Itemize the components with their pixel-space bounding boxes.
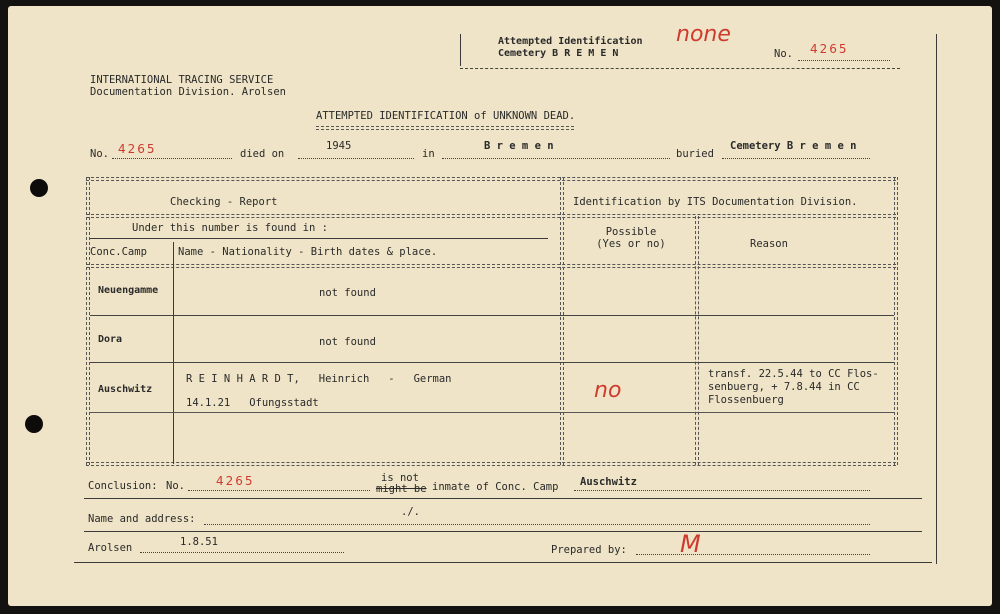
row-camp: Dora bbox=[98, 334, 123, 345]
header-cemetery: Cemetery B R E M E N bbox=[498, 48, 619, 59]
handwritten-none: none bbox=[676, 22, 731, 47]
under-number-label: Under this number is found in : bbox=[132, 222, 328, 234]
footer-prepared-dots bbox=[636, 554, 870, 555]
record-buried-value: Cemetery B r e m e n bbox=[730, 140, 857, 152]
conclusion-no-label: No. bbox=[166, 480, 185, 492]
header-attempted-identification: Attempted Identification bbox=[498, 36, 643, 47]
row-name-line2: 14.1.21 Ofungsstadt bbox=[186, 397, 319, 409]
record-died-value: 1945 bbox=[326, 140, 352, 152]
table-top-border bbox=[86, 177, 896, 181]
name-address-dots bbox=[204, 524, 870, 525]
header-box-bottom-border bbox=[460, 68, 900, 69]
table-bottom-border bbox=[86, 462, 896, 466]
punch-hole-bottom bbox=[25, 415, 43, 433]
conclusion-rule bbox=[84, 498, 922, 499]
row-possible-handwritten: no bbox=[594, 378, 622, 403]
camp-column-divider bbox=[173, 242, 174, 464]
conclusion-label: Conclusion: bbox=[88, 480, 158, 492]
conclusion-no-dots bbox=[188, 490, 370, 491]
org-division: Documentation Division. Arolsen bbox=[90, 86, 286, 98]
record-place-dots bbox=[442, 158, 670, 159]
conclusion-is-not: is not bbox=[381, 472, 419, 484]
checking-report-header: Checking - Report bbox=[170, 196, 278, 208]
punch-hole-top bbox=[30, 179, 48, 197]
record-no-label: No. bbox=[90, 148, 109, 160]
record-died-label: died on bbox=[240, 148, 285, 160]
record-buried-dots bbox=[722, 158, 870, 159]
row3-divider bbox=[90, 412, 894, 413]
table-mid-divider bbox=[560, 177, 564, 465]
header-row-divider bbox=[86, 214, 896, 218]
conclusion-inmate-text: inmate of Conc. Camp bbox=[432, 481, 559, 493]
row-name-line1: not found bbox=[319, 336, 376, 348]
footer-date: 1.8.51 bbox=[180, 536, 218, 548]
row1-divider bbox=[90, 315, 894, 316]
footer-prepared-label: Prepared by: bbox=[551, 544, 627, 556]
col-name-header: Name - Nationality - Birth dates & place. bbox=[178, 246, 438, 258]
table-reason-divider bbox=[695, 216, 699, 465]
org-name: INTERNATIONAL TRACING SERVICE bbox=[90, 74, 274, 86]
conclusion-camp-value: Auschwitz bbox=[580, 476, 637, 488]
header-no-label: No. bbox=[774, 48, 793, 60]
footer-date-dots bbox=[140, 552, 344, 553]
footer-place: Arolsen bbox=[88, 542, 133, 554]
row-reason-line2: senbuerg, + 7.8.44 in CC bbox=[708, 381, 860, 393]
title-underline bbox=[316, 126, 574, 130]
name-address-value: ./. bbox=[401, 506, 420, 518]
conclusion-camp-dots bbox=[574, 490, 870, 491]
row-name-line1: R E I N H A R D T, Heinrich - German bbox=[186, 373, 452, 385]
record-in-label: in bbox=[422, 148, 435, 160]
conclusion-no-value: 4265 bbox=[216, 474, 255, 488]
record-no-value: 4265 bbox=[118, 142, 157, 156]
document-card bbox=[8, 6, 992, 606]
table-right-border bbox=[894, 177, 898, 465]
column-header-divider bbox=[86, 264, 896, 268]
right-margin-rule bbox=[936, 34, 937, 564]
table-left-border bbox=[86, 177, 90, 465]
name-address-rule bbox=[84, 531, 922, 532]
header-no-value: 4265 bbox=[810, 42, 849, 56]
footer-rule bbox=[74, 562, 932, 563]
row-reason-line3: Flossenbuerg bbox=[708, 394, 784, 406]
row-reason-line1: transf. 22.5.44 to CC Flos- bbox=[708, 368, 879, 380]
under-number-underline bbox=[90, 238, 548, 239]
header-no-dots bbox=[798, 60, 890, 61]
record-died-dots bbox=[298, 158, 414, 159]
footer-signature: M bbox=[680, 530, 701, 558]
col-possible-header-1: Possible bbox=[605, 226, 657, 238]
row-camp: Auschwitz bbox=[98, 384, 153, 395]
header-box-left-border bbox=[460, 34, 461, 66]
conclusion-struck-text: might be bbox=[376, 483, 427, 495]
col-camp-header: Conc.Camp bbox=[90, 246, 147, 258]
record-place-value: B r e m e n bbox=[484, 140, 554, 152]
record-no-dots bbox=[112, 158, 232, 159]
form-title: ATTEMPTED IDENTIFICATION of UNKNOWN DEAD. bbox=[316, 110, 576, 122]
row-camp: Neuengamme bbox=[98, 285, 159, 296]
row2-divider bbox=[90, 362, 894, 363]
identification-header: Identification by ITS Documentation Division. bbox=[573, 196, 858, 208]
row-name-line1: not found bbox=[319, 287, 376, 299]
col-possible-header-2: (Yes or no) bbox=[596, 238, 666, 250]
record-buried-label: buried bbox=[676, 148, 714, 160]
name-address-label: Name and address: bbox=[88, 513, 196, 525]
col-reason-header: Reason bbox=[750, 238, 788, 250]
